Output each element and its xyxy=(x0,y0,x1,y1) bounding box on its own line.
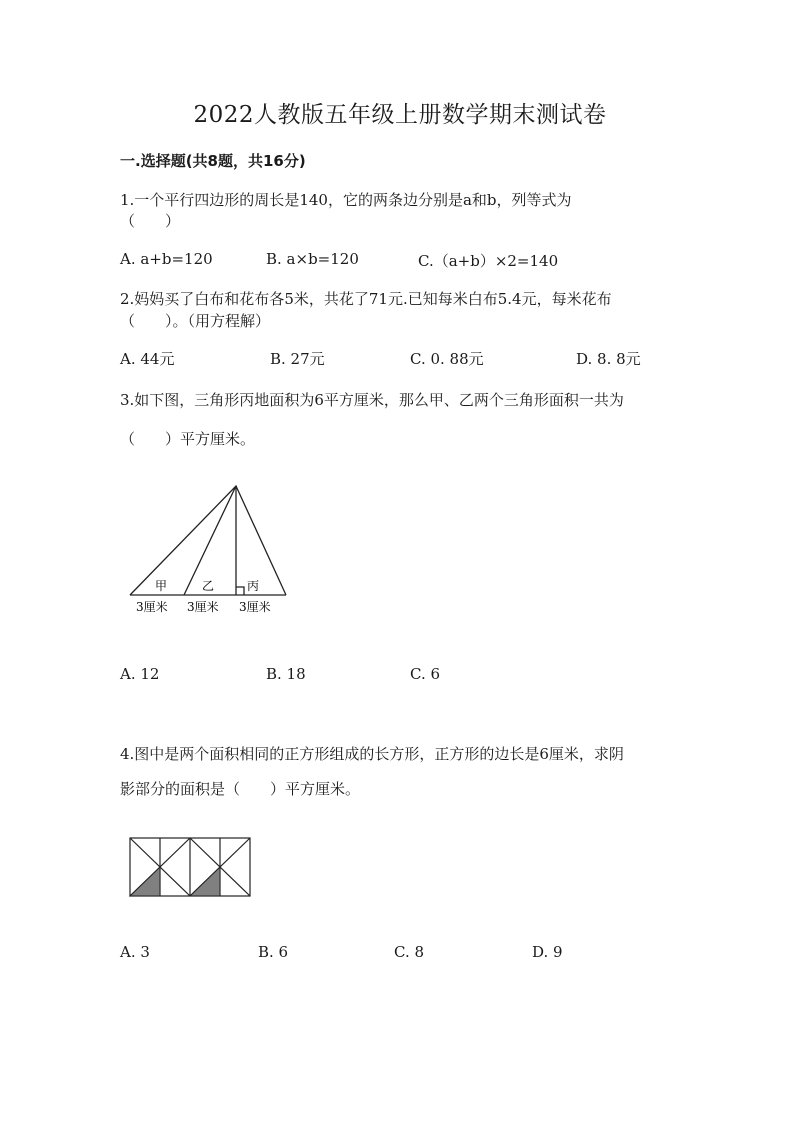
question-2-option-c: C. 0. 88元 xyxy=(410,350,484,368)
shaded-triangle-right xyxy=(190,867,220,896)
question-1-option-a: A. a+b=120 xyxy=(120,250,213,268)
question-3-option-a: A. 12 xyxy=(120,665,160,683)
question-3-line-2: （ ）平方厘米。 xyxy=(120,430,256,448)
label-bing: 丙 xyxy=(247,579,260,593)
shaded-triangle-left xyxy=(130,867,160,896)
question-4-line-1: 4.图中是两个面积相同的正方形组成的长方形，正方形的边长是6厘米，求阴 xyxy=(120,745,624,763)
question-4-option-b: B. 6 xyxy=(258,943,289,961)
triangle-figure xyxy=(120,478,300,623)
base-label-1: 3厘米 xyxy=(136,600,168,614)
question-1-option-b: B. a×b=120 xyxy=(266,250,359,268)
page-title: 2022人教版五年级上册数学期末测试卷 xyxy=(193,102,607,128)
question-3-option-b: B. 18 xyxy=(266,665,306,683)
question-1-line-2: （ ） xyxy=(120,212,181,230)
question-4-line-2: 影部分的面积是（ ）平方厘米。 xyxy=(120,780,361,798)
question-2-line-1: 2.妈妈买了白布和花布各5米，共花了71元.已知每米白布5.4元，每米花布 xyxy=(120,290,612,308)
question-1-option-c: C.（a+b）×2=140 xyxy=(418,252,559,270)
right-angle-mark xyxy=(236,587,244,595)
question-4-option-a: A. 3 xyxy=(120,943,150,961)
squares-figure xyxy=(128,836,252,898)
question-3-option-c: C. 6 xyxy=(410,665,441,683)
question-4-option-d: D. 9 xyxy=(532,943,563,961)
base-label-2: 3厘米 xyxy=(187,600,219,614)
section-heading: 一.选择题(共8题，共16分) xyxy=(120,152,306,170)
question-1-line-1: 1.一个平行四边形的周长是140，它的两条边分别是a和b，列等式为 xyxy=(120,191,572,209)
label-yi: 乙 xyxy=(202,579,215,593)
question-4-option-c: C. 8 xyxy=(394,943,425,961)
question-2-option-a: A. 44元 xyxy=(120,350,175,368)
question-2-line-2: （ ）。（用方程解） xyxy=(120,312,271,330)
question-3-line-1: 3.如下图，三角形丙地面积为6平方厘米，那么甲、乙两个三角形面积一共为 xyxy=(120,391,624,409)
question-2-option-d: D. 8. 8元 xyxy=(576,350,641,368)
question-2-option-b: B. 27元 xyxy=(270,350,325,368)
base-label-3: 3厘米 xyxy=(239,600,271,614)
label-jia: 甲 xyxy=(155,579,168,593)
